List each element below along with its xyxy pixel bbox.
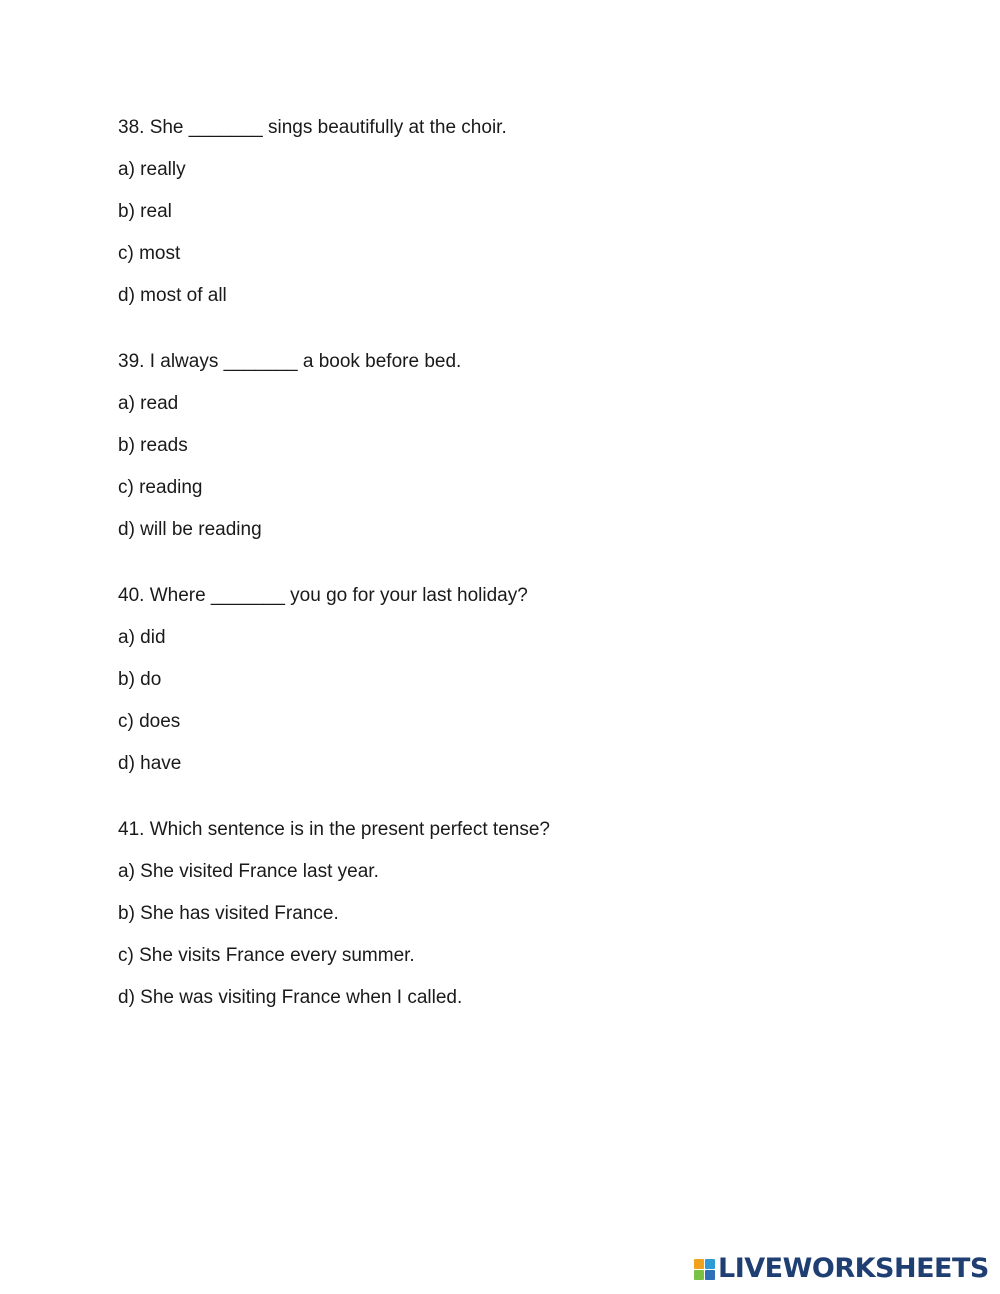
question-prompt: 41. Which sentence is in the present perfect tense? [118,819,550,840]
answer-option[interactable]: c) does [118,711,181,732]
question-prompt: 39. I always _______ a book before bed. [118,351,462,372]
answer-option[interactable]: c) She visits France every summer. [118,945,415,966]
question-40 [118,584,938,776]
answer-option[interactable]: b) She has visited France. [118,903,339,924]
answer-option[interactable]: a) She visited France last year. [118,861,379,882]
answer-option[interactable]: d) will be reading [118,519,262,540]
question-prompt: 38. She _______ sings beautifully at the choir. [118,117,507,138]
answer-option[interactable]: a) really [118,159,186,180]
logo-block [705,1270,715,1280]
logo-blocks-icon [694,1259,715,1280]
liveworksheets-logo [694,1254,989,1284]
question-39 [118,350,938,542]
answer-option[interactable]: d) most of all [118,285,227,306]
answer-option[interactable]: c) most [118,243,181,264]
answer-option[interactable]: b) reads [118,435,188,456]
answer-option[interactable]: b) real [118,201,172,222]
logo-block [694,1259,704,1269]
worksheet [118,116,938,1052]
logo-text: LIVEWORKSHEETS [718,1253,989,1284]
question-38 [118,116,938,308]
answer-option[interactable]: b) do [118,669,162,690]
answer-option[interactable]: c) reading [118,477,203,498]
answer-option[interactable]: a) read [118,393,179,414]
logo-block [694,1270,704,1280]
question-41 [118,818,938,1010]
question-prompt: 40. Where _______ you go for your last holiday? [118,585,528,606]
answer-option[interactable]: d) She was visiting France when I called. [118,987,463,1008]
answer-option[interactable]: d) have [118,753,182,774]
logo-block [705,1259,715,1269]
answer-option[interactable]: a) did [118,627,166,648]
